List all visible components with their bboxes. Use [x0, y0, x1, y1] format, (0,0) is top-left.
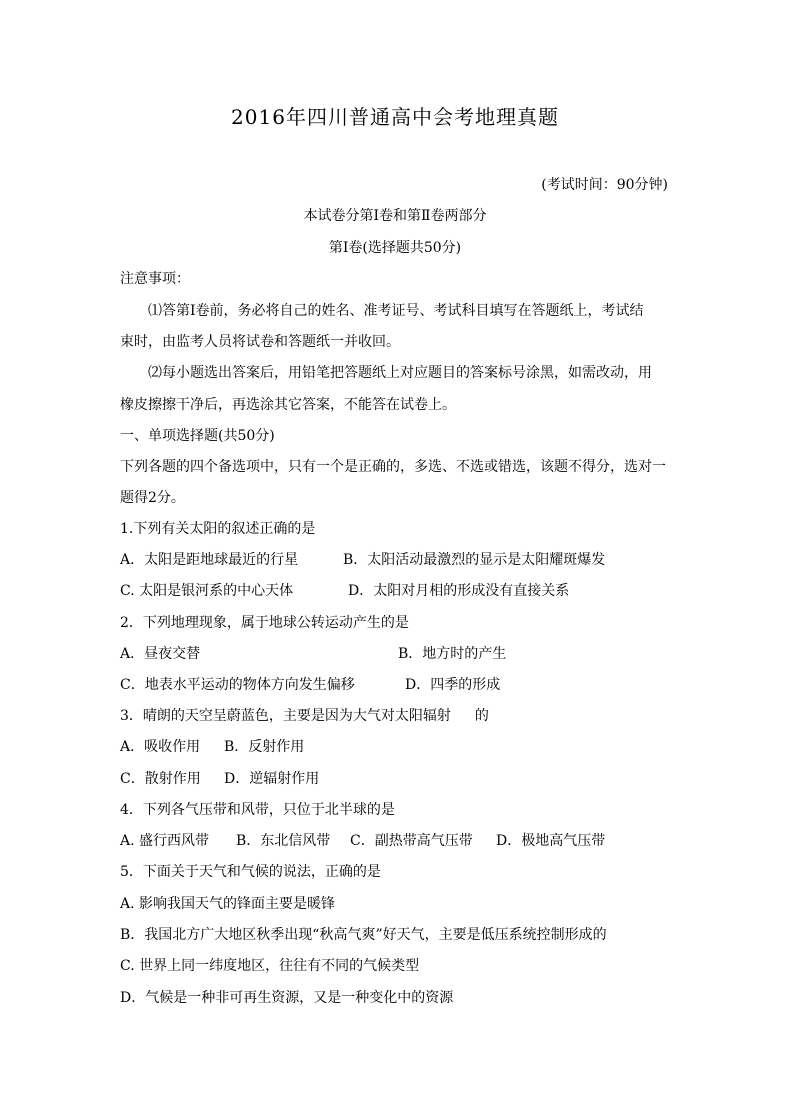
question-3-option-c: C．散射作用 [120, 771, 201, 787]
page-title: 2016年四川普通高中会考地理真题 [231, 105, 559, 129]
question-2-option-c: C．地表水平运动的物体方向发生偏移 [120, 677, 355, 693]
question-1-option-a: A．太阳是距地球最近的行星 [120, 552, 299, 568]
part1-heading: 一、单项选择题(共50分) [120, 428, 275, 444]
exam-time: (考试时间：90分钟) [541, 177, 668, 193]
paper-intro: 本试卷分第Ⅰ卷和第Ⅱ卷两部分 [303, 208, 487, 224]
question-3-stem [120, 707, 489, 725]
question-3-option-d: D．逆辐射作用 [224, 771, 320, 787]
question-1-option-b: B．太阳活动最激烈的显示是太阳耀斑爆发 [343, 552, 606, 568]
question-5-stem: 5．下面关于天气和气候的说法，正确的是 [120, 864, 381, 880]
question-3-option-a: A．吸收作用 [120, 739, 201, 755]
notice-heading: 注意事项： [120, 271, 190, 287]
question-5-option-c: C. 世界上同一纬度地区，往往有不同的气候类型 [120, 958, 420, 974]
question-5-option-a: A. 影响我国天气的锋面主要是暖锋 [120, 896, 336, 912]
section-title: 第Ⅰ卷(选择题共50分) [328, 240, 462, 256]
question-4-option-c: C．副热带高气压带 [350, 833, 473, 849]
question-5-option-d: D．气候是一种非可再生资源，又是一种变化中的资源 [120, 990, 454, 1006]
question-2-option-d: D．四季的形成 [405, 677, 501, 693]
notice-1-line2: 束时，由监考人员将试卷和答题纸一并收回。 [120, 334, 400, 350]
question-2-option-b: B．地方时的产生 [398, 646, 507, 662]
notice-1-line1: ⑴答第Ⅰ卷前，务必将自己的姓名、准考证号、考试科目填写在答题纸上，考试结 [148, 303, 644, 319]
notice-2-line2: 橡皮擦擦干净后，再选涂其它答案，不能答在试卷上。 [120, 397, 456, 413]
question-4-option-a: A. 盛行西风带 [120, 833, 210, 849]
question-2-option-a: A．昼夜交替 [120, 646, 201, 662]
question-5-option-b: B．我国北方广大地区秋季出现“秋高气爽”好天气，主要是低压系统控制形成的 [120, 927, 607, 943]
question-1-option-d: D．太阳对月相的形成没有直接关系 [348, 583, 570, 599]
question-4-option-b: B．东北信风带 [236, 833, 331, 849]
question-1-option-c: C. 太阳是银河系的中心天体 [120, 583, 294, 599]
part1-desc-line1: 下列各题的四个备选项中，只有一个是正确的，多选、不选或错选，该题不得分，选对一 [120, 459, 666, 475]
question-3-option-b: B．反射作用 [224, 739, 305, 755]
question-2-stem: 2．下列地理现象，属于地球公转运动产生的是 [120, 615, 409, 631]
question-3-stem-text: 3．晴朗的天空呈蔚蓝色，主要是因为大气对太阳辐射 [120, 708, 451, 724]
question-1-stem: 1.下列有关太阳的叙述正确的是 [120, 521, 316, 537]
notice-2-line1: ⑵每小题选出答案后，用铅笔把答题纸上对应题目的答案标号涂黑，如需改动，用 [148, 365, 652, 381]
part1-desc-line2: 题得2分。 [120, 490, 185, 506]
question-4-option-d: D．极地高气压带 [496, 833, 606, 849]
question-3-stem-end: 的 [474, 708, 489, 724]
question-4-stem: 4．下列各气压带和风带，只位于北半球的是 [120, 802, 395, 818]
